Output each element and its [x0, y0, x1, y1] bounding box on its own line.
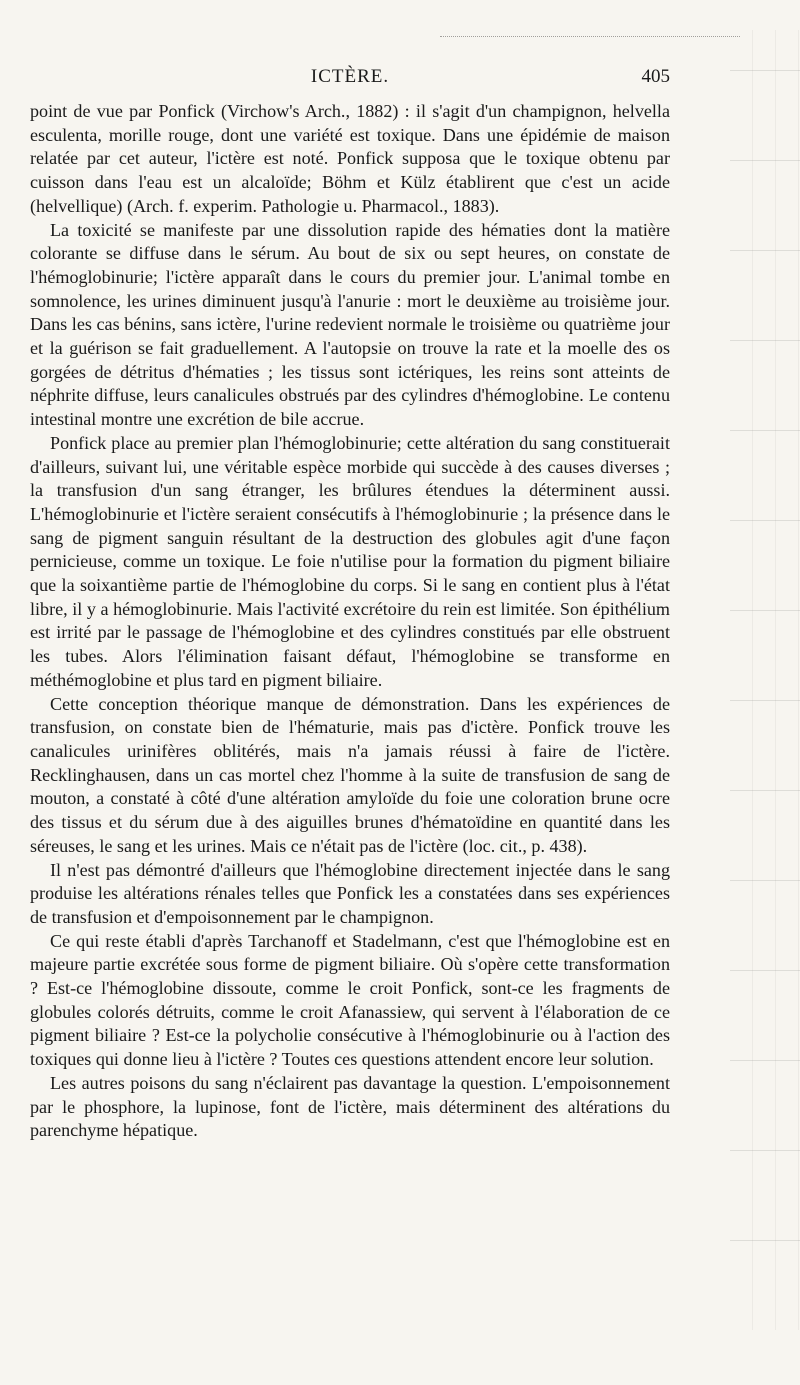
body-text [30, 100, 670, 1143]
paragraph: La toxicité se manifeste par une dissolution rapide des hématies dont la matière colorante se diffuse dans le sérum. Au bout de six ou sept heures, on constate de l'hémoglobinurie; l'ictère apparaît dans le cours du premier jour. L'animal tombe en somnolence, les urines diminuent jusqu'à l'anurie : mort le deuxième au troisième jour. Dans les cas bénins, sans ictère, l'urine redevient normale le troisième ou quatrième jour et la guérison se fait graduellement. A l'autopsie on trouve la rate et la moelle des os gorgées de détritus d'hématies ; les tissus sont ictériques, les reins sont atteints de néphrite diffuse, leurs canalicules obstrués par des cylindres d'hémoglobine. Le contenu intestinal montre une excrétion de bile accrue. [30, 219, 670, 430]
paragraph: Les autres poisons du sang n'éclairent pas davantage la question. L'empoisonnement par le phosphore, la lupinose, font de l'ictère, mais déterminent des altérations du parenchyme hépatique. [30, 1072, 670, 1141]
paragraph: point de vue par Ponfick (Virchow's Arch., 1882) : il s'agit d'un champignon, helvella esculenta, morille rouge, dont une variété est toxique. Dans une épidémie de maison relatée par cet auteur, l'ictère est noté. Ponfick supposa que le toxique obtenu par cuisson dans l'eau est un alcaloïde; Böhm et Külz établirent que c'est un acide (helvellique) (Arch. f. experim. Pathologie u. Pharmacol., 1883). [30, 101, 670, 216]
scan-edge-artifact [730, 30, 800, 1330]
paragraph: Ce qui reste établi d'après Tarchanoff et Stadelmann, c'est que l'hémoglobine est en majeure partie excrétée sous forme de pigment biliaire. Où s'opère cette transformation ? Est-ce l'hémoglobine dissoute, comme le croit Ponfick, sont-ce les fragments de globules colorés détruits, comme le croit Afanassiew, qui servent à l'élaboration de ce pigment biliaire ? Est-ce la polycholie consécutive à l'hémoglobinurie ou à l'action des toxiques qui donne lieu à l'ictère ? Toutes ces questions attendent encore leur solution. [30, 930, 670, 1070]
paragraph: Ponfick place au premier plan l'hémoglobinurie; cette altération du sang constituerait d'ailleurs, suivant lui, une véritable espèce morbide qui succède à des causes diverses ; la transfusion d'un sang étranger, les brûlures étendues la déterminent aussi. L'hémoglobinurie et l'ictère seraient consécutifs à l'hémoglobinurie ; la présence dans le sang de pigment sanguin résultant de la destruction des globules agit d'une façon pernicieuse, comme un toxique. Le foie n'utilise pour la formation du pigment biliaire que la soixantième partie de l'hémoglobine du corps. Si le sang en contient plus à l'état libre, il y a hémoglobinurie. Mais l'activité excrétoire du rein est limitée. Son épithélium est irrité par le passage de l'hémoglobine et des cylindres constitués par elle obstruent les tubes. Alors l'élimination faisant défaut, l'hémoglobine se transforme en méthémoglobine et plus tard en pigment biliaire. [30, 432, 670, 690]
paragraph: Il n'est pas démontré d'ailleurs que l'hémoglobine directement injectée dans le sang produise les altérations rénales telles que Ponfick les a constatées dans ses expériences de transfusion et d'empoisonnement par le champignon. [30, 859, 670, 927]
page-number: 405 [641, 66, 670, 87]
running-title: ICTÈRE. [310, 66, 390, 87]
scan-noise-top [440, 36, 740, 49]
paragraph: Cette conception théorique manque de démonstration. Dans les expériences de transfusion, on constate bien de l'hématurie, mais pas d'ictère. Ponfick trouve les canalicules urinifères oblitérés, mais n'a jamais réussi à faire de l'ictère. Recklinghausen, dans un cas mortel chez l'homme à la suite de transfusion de sang de mouton, a constaté à côté d'une altération amyloïde du foie une coloration brune ocre des tissus et du sérum due à des aiguilles brunes d'hématoïdine en quantité dans les séreuses, le sang et les urines. Mais ce n'était pas de l'ictère (loc. cit., p. 438). [30, 693, 670, 856]
page-header [30, 66, 670, 96]
